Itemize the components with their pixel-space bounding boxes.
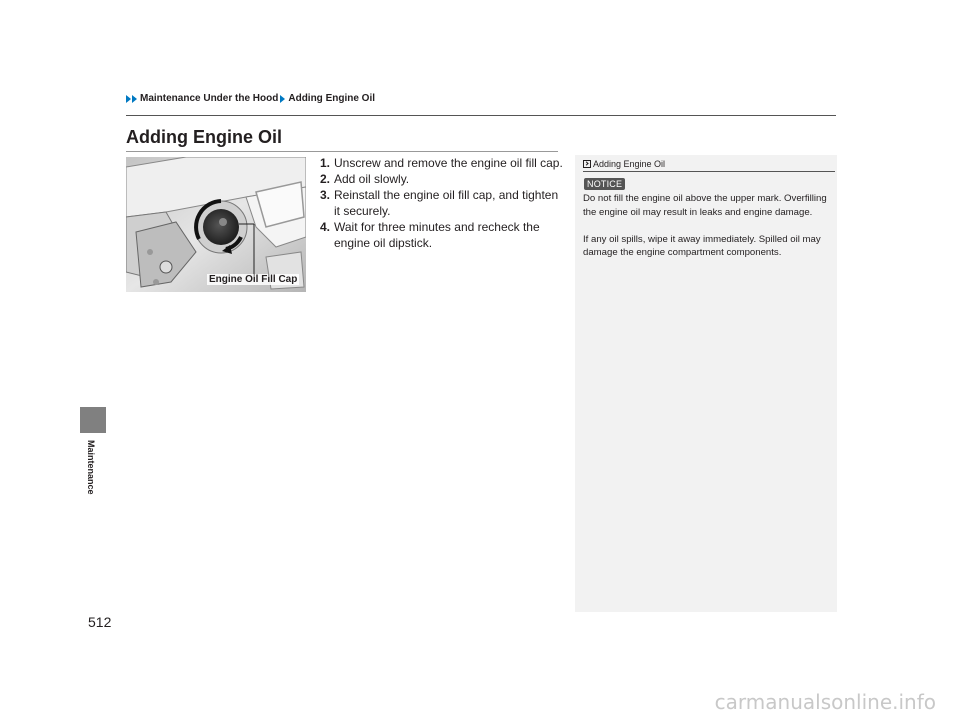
list-item — [320, 155, 565, 171]
chapter-tab — [80, 407, 106, 433]
title-divider — [126, 151, 558, 152]
sidebar-note — [575, 155, 837, 612]
breadcrumb — [126, 93, 375, 104]
list-item — [320, 187, 565, 219]
step-number: 4. — [320, 220, 331, 234]
step-number: 3. — [320, 188, 331, 202]
instruction-steps — [320, 155, 565, 251]
step-number: 1. — [320, 156, 331, 170]
page-number: 512 — [88, 614, 112, 630]
breadcrumb-item-current: Adding Engine Oil — [288, 93, 376, 104]
engine-illustration — [126, 157, 306, 292]
notice-badge: NOTICE — [584, 178, 625, 190]
breadcrumb-arrow-icon — [280, 95, 285, 103]
sidebar-paragraph: Do not fill the engine oil above the upper mark. Overfilling the engine oil may result in leaks and engine damage. — [583, 193, 827, 218]
sidebar-body — [583, 192, 833, 273]
header-divider — [126, 115, 836, 116]
breadcrumb-arrow-icon — [126, 95, 131, 103]
sidebar-heading — [583, 159, 665, 169]
list-item — [320, 219, 565, 251]
chapter-tab-label: Maintenance — [86, 440, 96, 495]
sidebar-divider — [583, 171, 835, 172]
step-number: 2. — [320, 172, 331, 186]
breadcrumb-item-parent[interactable]: Maintenance Under the Hood — [140, 93, 279, 104]
step-text: Add oil slowly. — [334, 172, 410, 186]
watermark: carmanualsonline.info — [714, 690, 936, 714]
reference-icon — [583, 160, 591, 168]
step-text: Wait for three minutes and recheck the engine oil dipstick. — [334, 220, 540, 250]
page-title: Adding Engine Oil — [126, 127, 282, 147]
engine-oil-cap-illustration — [126, 157, 306, 292]
sidebar-paragraph: If any oil spills, wipe it away immediately. Spilled oil may damage the engine compartment components. — [583, 233, 821, 258]
step-text: Unscrew and remove the engine oil fill cap. — [334, 156, 563, 170]
sidebar-heading-text: Adding Engine Oil — [593, 159, 666, 169]
breadcrumb-arrow-icon — [132, 95, 137, 103]
figure-callout-label: Engine Oil Fill Cap — [209, 274, 298, 285]
step-text: Reinstall the engine oil fill cap, and tighten it securely. — [334, 188, 559, 218]
list-item — [320, 171, 565, 187]
